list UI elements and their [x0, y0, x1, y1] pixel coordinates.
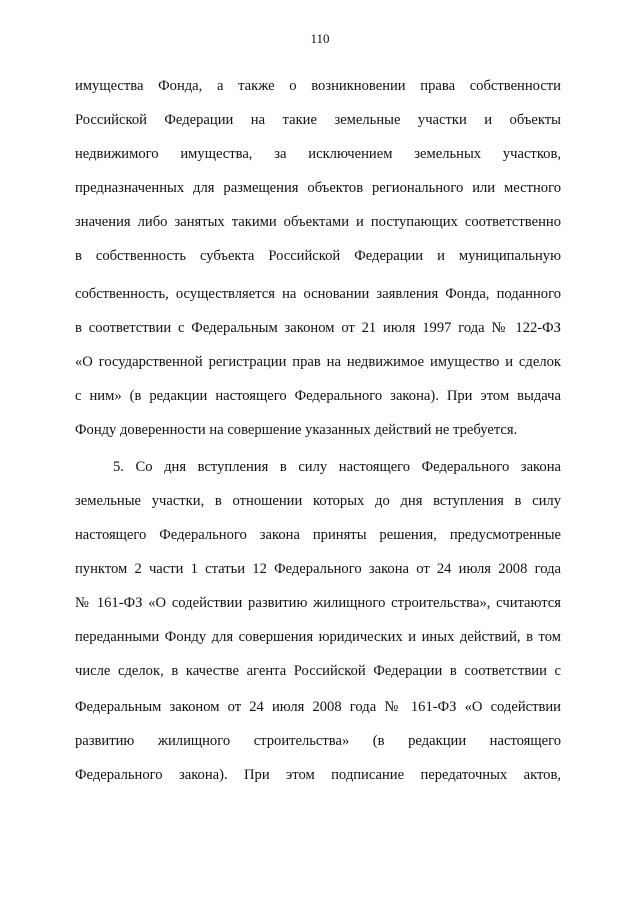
text-line: развитию жилищного строительства» (в редакции настоящего	[75, 733, 561, 749]
text-line: числе сделок, в качестве агента Российской Федерации в соответствии с	[75, 663, 561, 679]
text-line: Федеральным законом от 24 июля 2008 года № 161-ФЗ «О содействии	[75, 699, 561, 715]
page-number: 110	[310, 31, 330, 46]
text-line: имущества Фонда, а также о возникновении права собственности	[75, 78, 561, 94]
text-line: в собственность субъекта Российской Федерации и муниципальную	[75, 248, 561, 264]
text-line: собственность, осуществляется на основании заявления Фонда, поданного	[75, 286, 561, 302]
text-line: в соответствии с Федеральным законом от 21 июля 1997 года № 122-ФЗ	[75, 320, 561, 336]
text-line: предназначенных для размещения объектов регионального или местного	[75, 180, 561, 196]
text-line: «О государственной регистрации прав на недвижимое имущество и сделок	[75, 354, 561, 370]
text-line: с ним» (в редакции настоящего Федерального закона). При этом выдача	[75, 388, 561, 404]
text-line: переданными Фонду для совершения юридических и иных действий, в том	[75, 629, 561, 645]
text-line: значения либо занятых такими объектами и поступающих соответственно	[75, 214, 561, 230]
text-line: Российской Федерации на такие земельные участки и объекты	[75, 112, 561, 128]
text-line: № 161-ФЗ «О содействии развитию жилищного строительства», считаются	[75, 595, 561, 611]
text-line: недвижимого имущества, за исключением земельных участков,	[75, 146, 561, 162]
text-line: земельные участки, в отношении которых до дня вступления в силу	[75, 493, 561, 509]
text-line: настоящего Федерального закона приняты решения, предусмотренные	[75, 527, 561, 543]
text-line: 5. Со дня вступления в силу настоящего Федерального закона	[113, 459, 561, 475]
text-line: Фонду доверенности на совершение указанных действий не требуется.	[75, 422, 518, 438]
text-line: Федерального закона). При этом подписание передаточных актов,	[75, 767, 561, 783]
text-line: пунктом 2 части 1 статьи 12 Федерального закона от 24 июля 2008 года	[75, 561, 561, 577]
